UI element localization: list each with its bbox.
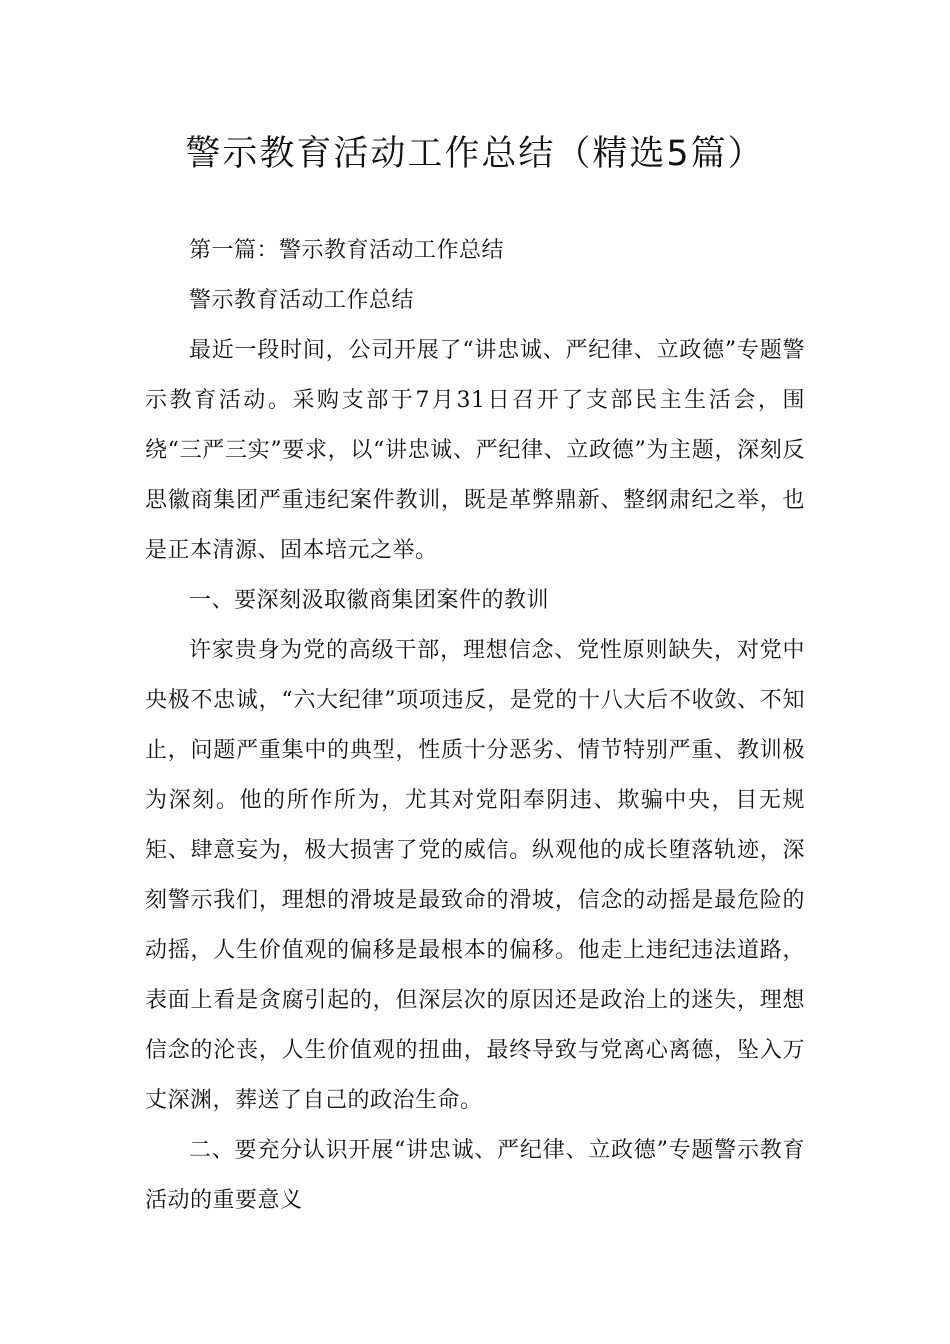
subsection-heading: 二、要充分认识开展“讲忠诚、严纪律、立政德”专题警示教育活动的重要意义 — [145, 1138, 805, 1213]
section-heading: 第一篇：警示教育活动工作总结 — [189, 238, 505, 263]
body-paragraph: 最近一段时间，公司开展了“讲忠诚、严纪律、立政德”专题警示教育活动。采购支部于7月31日召开了支部民主生活会，围绕“三严三实”要求，以“讲忠诚、严纪律、立政德”为主题，深刻反思徽商集团严重违纪案件教训，既是革弊鼎新、整纲肃纪之举，也是正本清源、固本培元之举。 — [145, 338, 805, 563]
section-subtitle: 警示教育活动工作总结 — [189, 288, 415, 313]
document-title: 警示教育活动工作总结（精选5篇） — [185, 134, 765, 174]
subsection-heading: 一、要深刻汲取徽商集团案件的教训 — [189, 588, 550, 613]
document-body — [145, 226, 805, 1226]
body-paragraph: 许家贵身为党的高级干部，理想信念、党性原则缺失，对党中央极不忠诚，“六大纪律”项项违反，是党的十八大后不收敛、不知止，问题严重集中的典型，性质十分恶劣、情节特别严重、教训极为深刻。他的所作所为，尤其对党阳奉阴违、欺骗中央，目无规矩、肆意妄为，极大损害了党的威信。纵观他的成长堕落轨迹，深刻警示我们，理想的滑坡是最致命的滑坡，信念的动摇是最危险的动摇，人生价值观的偏移是最根本的偏移。他走上违纪违法道路，表面上看是贪腐引起的，但深层次的原因还是政治上的迷失，理想信念的沦丧，人生价值观的扭曲，最终导致与党离心离德，坠入万丈深渊，葬送了自己的政治生命。 — [145, 638, 805, 1113]
